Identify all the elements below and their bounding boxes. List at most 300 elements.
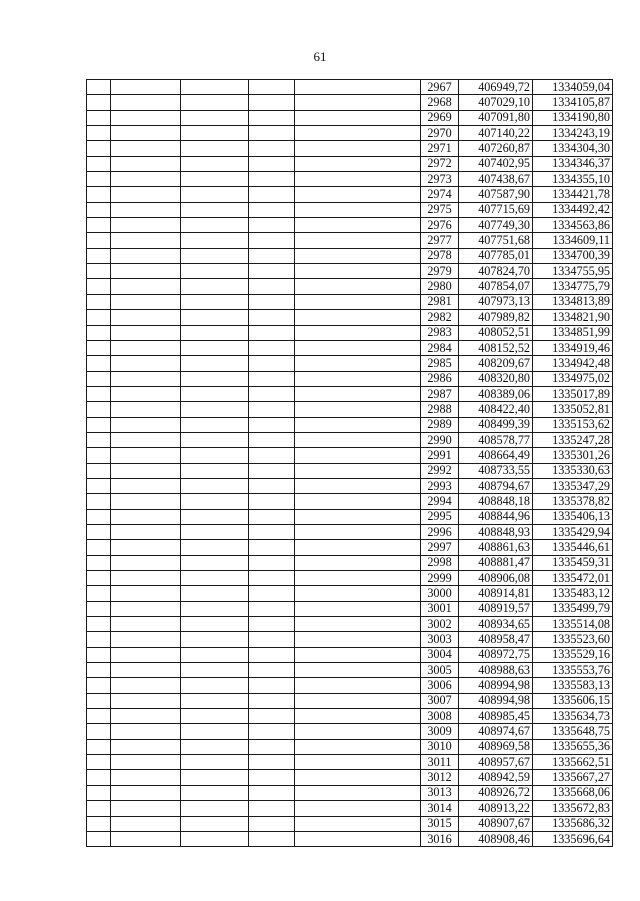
- y-coordinate-cell: 1335655,36: [533, 739, 613, 754]
- x-coordinate-cell: 406949,72: [459, 80, 533, 95]
- empty-cell: [181, 141, 249, 156]
- empty-cell: [249, 356, 295, 371]
- x-coordinate-cell: 408985,45: [459, 709, 533, 724]
- empty-cell: [87, 755, 111, 770]
- empty-cell: [295, 494, 421, 509]
- table-row: [87, 647, 613, 662]
- x-coordinate-cell: 407260,87: [459, 141, 533, 156]
- table-body: [87, 80, 613, 847]
- y-coordinate-cell: 1335459,31: [533, 555, 613, 570]
- y-coordinate-cell: 1334059,04: [533, 80, 613, 95]
- empty-cell: [87, 571, 111, 586]
- empty-cell: [295, 601, 421, 616]
- empty-cell: [111, 402, 181, 417]
- empty-cell: [249, 647, 295, 662]
- empty-cell: [295, 632, 421, 647]
- empty-cell: [249, 402, 295, 417]
- coordinates-table: [86, 79, 613, 847]
- empty-cell: [181, 156, 249, 171]
- empty-cell: [111, 371, 181, 386]
- point-number-cell: 3016: [421, 831, 459, 846]
- empty-cell: [295, 647, 421, 662]
- empty-cell: [181, 555, 249, 570]
- empty-cell: [249, 540, 295, 555]
- empty-cell: [249, 801, 295, 816]
- empty-cell: [87, 110, 111, 125]
- empty-cell: [87, 816, 111, 831]
- point-number-cell: 2983: [421, 325, 459, 340]
- empty-cell: [87, 709, 111, 724]
- y-coordinate-cell: 1335330,63: [533, 463, 613, 478]
- empty-cell: [111, 709, 181, 724]
- empty-cell: [87, 739, 111, 754]
- empty-cell: [295, 80, 421, 95]
- empty-cell: [295, 310, 421, 325]
- y-coordinate-cell: 1335153,62: [533, 417, 613, 432]
- empty-cell: [181, 110, 249, 125]
- empty-cell: [111, 617, 181, 632]
- table-row: [87, 402, 613, 417]
- empty-cell: [249, 555, 295, 570]
- x-coordinate-cell: 408848,93: [459, 524, 533, 539]
- empty-cell: [181, 509, 249, 524]
- table-row: [87, 494, 613, 509]
- y-coordinate-cell: 1334243,19: [533, 126, 613, 141]
- point-number-cell: 2979: [421, 264, 459, 279]
- point-number-cell: 2980: [421, 279, 459, 294]
- empty-cell: [295, 233, 421, 248]
- empty-cell: [295, 264, 421, 279]
- x-coordinate-cell: 408320,80: [459, 371, 533, 386]
- table-row: [87, 417, 613, 432]
- empty-cell: [181, 248, 249, 263]
- empty-cell: [249, 294, 295, 309]
- empty-cell: [249, 141, 295, 156]
- empty-cell: [295, 340, 421, 355]
- empty-cell: [295, 816, 421, 831]
- empty-cell: [87, 724, 111, 739]
- table-row: [87, 739, 613, 754]
- empty-cell: [87, 463, 111, 478]
- x-coordinate-cell: 408499,39: [459, 417, 533, 432]
- table-row: [87, 448, 613, 463]
- point-number-cell: 2985: [421, 356, 459, 371]
- empty-cell: [111, 340, 181, 355]
- empty-cell: [111, 724, 181, 739]
- point-number-cell: 2984: [421, 340, 459, 355]
- empty-cell: [295, 770, 421, 785]
- point-number-cell: 2989: [421, 417, 459, 432]
- empty-cell: [87, 95, 111, 110]
- empty-cell: [249, 770, 295, 785]
- empty-cell: [181, 294, 249, 309]
- empty-cell: [111, 187, 181, 202]
- point-number-cell: 2968: [421, 95, 459, 110]
- empty-cell: [87, 264, 111, 279]
- x-coordinate-cell: 408926,72: [459, 785, 533, 800]
- empty-cell: [295, 218, 421, 233]
- empty-cell: [295, 371, 421, 386]
- empty-cell: [295, 95, 421, 110]
- x-coordinate-cell: 408934,65: [459, 617, 533, 632]
- empty-cell: [295, 156, 421, 171]
- empty-cell: [87, 770, 111, 785]
- x-coordinate-cell: 408994,98: [459, 678, 533, 693]
- empty-cell: [295, 126, 421, 141]
- empty-cell: [111, 248, 181, 263]
- x-coordinate-cell: 407438,67: [459, 172, 533, 187]
- empty-cell: [111, 448, 181, 463]
- empty-cell: [181, 785, 249, 800]
- empty-cell: [249, 172, 295, 187]
- empty-cell: [181, 601, 249, 616]
- empty-cell: [87, 524, 111, 539]
- empty-cell: [87, 279, 111, 294]
- x-coordinate-cell: 408908,46: [459, 831, 533, 846]
- empty-cell: [87, 586, 111, 601]
- table-row: [87, 310, 613, 325]
- empty-cell: [181, 264, 249, 279]
- empty-cell: [181, 371, 249, 386]
- empty-cell: [295, 709, 421, 724]
- empty-cell: [181, 386, 249, 401]
- point-number-cell: 2996: [421, 524, 459, 539]
- x-coordinate-cell: 408969,58: [459, 739, 533, 754]
- empty-cell: [111, 325, 181, 340]
- empty-cell: [181, 571, 249, 586]
- empty-cell: [111, 172, 181, 187]
- x-coordinate-cell: 408974,67: [459, 724, 533, 739]
- empty-cell: [87, 233, 111, 248]
- x-coordinate-cell: 407751,68: [459, 233, 533, 248]
- empty-cell: [249, 632, 295, 647]
- y-coordinate-cell: 1334813,89: [533, 294, 613, 309]
- empty-cell: [295, 202, 421, 217]
- point-number-cell: 3005: [421, 663, 459, 678]
- y-coordinate-cell: 1334421,78: [533, 187, 613, 202]
- x-coordinate-cell: 408957,67: [459, 755, 533, 770]
- empty-cell: [295, 463, 421, 478]
- empty-cell: [249, 126, 295, 141]
- empty-cell: [111, 816, 181, 831]
- empty-cell: [181, 739, 249, 754]
- point-number-cell: 2978: [421, 248, 459, 263]
- x-coordinate-cell: 408733,55: [459, 463, 533, 478]
- empty-cell: [295, 693, 421, 708]
- x-coordinate-cell: 407824,70: [459, 264, 533, 279]
- empty-cell: [111, 264, 181, 279]
- table-row: [87, 325, 613, 340]
- empty-cell: [181, 202, 249, 217]
- empty-cell: [249, 95, 295, 110]
- empty-cell: [295, 448, 421, 463]
- y-coordinate-cell: 1334851,99: [533, 325, 613, 340]
- empty-cell: [249, 724, 295, 739]
- y-coordinate-cell: 1334190,80: [533, 110, 613, 125]
- table-row: [87, 724, 613, 739]
- y-coordinate-cell: 1334755,95: [533, 264, 613, 279]
- empty-cell: [181, 233, 249, 248]
- empty-cell: [249, 586, 295, 601]
- empty-cell: [249, 785, 295, 800]
- y-coordinate-cell: 1335553,76: [533, 663, 613, 678]
- empty-cell: [295, 586, 421, 601]
- y-coordinate-cell: 1335696,64: [533, 831, 613, 846]
- empty-cell: [87, 386, 111, 401]
- table-row: [87, 371, 613, 386]
- empty-cell: [87, 601, 111, 616]
- empty-cell: [111, 478, 181, 493]
- y-coordinate-cell: 1334942,48: [533, 356, 613, 371]
- x-coordinate-cell: 408914,81: [459, 586, 533, 601]
- empty-cell: [87, 647, 111, 662]
- point-number-cell: 2998: [421, 555, 459, 570]
- table-row: [87, 678, 613, 693]
- empty-cell: [181, 325, 249, 340]
- x-coordinate-cell: 408906,08: [459, 571, 533, 586]
- y-coordinate-cell: 1335017,89: [533, 386, 613, 401]
- empty-cell: [181, 402, 249, 417]
- empty-cell: [87, 448, 111, 463]
- point-number-cell: 3010: [421, 739, 459, 754]
- empty-cell: [249, 755, 295, 770]
- table-row: [87, 509, 613, 524]
- empty-cell: [111, 80, 181, 95]
- empty-cell: [87, 663, 111, 678]
- empty-cell: [181, 279, 249, 294]
- empty-cell: [249, 478, 295, 493]
- empty-cell: [181, 755, 249, 770]
- y-coordinate-cell: 1335378,82: [533, 494, 613, 509]
- point-number-cell: 3007: [421, 693, 459, 708]
- x-coordinate-cell: 407402,95: [459, 156, 533, 171]
- point-number-cell: 2974: [421, 187, 459, 202]
- empty-cell: [181, 693, 249, 708]
- empty-cell: [181, 801, 249, 816]
- y-coordinate-cell: 1334821,90: [533, 310, 613, 325]
- empty-cell: [181, 463, 249, 478]
- y-coordinate-cell: 1335247,28: [533, 432, 613, 447]
- empty-cell: [181, 724, 249, 739]
- point-number-cell: 2987: [421, 386, 459, 401]
- x-coordinate-cell: 408422,40: [459, 402, 533, 417]
- x-coordinate-cell: 408052,51: [459, 325, 533, 340]
- point-number-cell: 3006: [421, 678, 459, 693]
- point-number-cell: 2982: [421, 310, 459, 325]
- point-number-cell: 3008: [421, 709, 459, 724]
- empty-cell: [87, 785, 111, 800]
- point-number-cell: 2981: [421, 294, 459, 309]
- table-row: [87, 294, 613, 309]
- empty-cell: [87, 80, 111, 95]
- empty-cell: [87, 371, 111, 386]
- empty-cell: [111, 831, 181, 846]
- point-number-cell: 3011: [421, 755, 459, 770]
- empty-cell: [181, 187, 249, 202]
- empty-cell: [249, 417, 295, 432]
- empty-cell: [295, 509, 421, 524]
- empty-cell: [249, 831, 295, 846]
- empty-cell: [111, 417, 181, 432]
- x-coordinate-cell: 408794,67: [459, 478, 533, 493]
- empty-cell: [249, 524, 295, 539]
- x-coordinate-cell: 408994,98: [459, 693, 533, 708]
- empty-cell: [111, 233, 181, 248]
- empty-cell: [249, 432, 295, 447]
- empty-cell: [295, 187, 421, 202]
- y-coordinate-cell: 1335052,81: [533, 402, 613, 417]
- table-row: [87, 540, 613, 555]
- empty-cell: [87, 172, 111, 187]
- y-coordinate-cell: 1335648,75: [533, 724, 613, 739]
- empty-cell: [111, 693, 181, 708]
- x-coordinate-cell: 407749,30: [459, 218, 533, 233]
- empty-cell: [111, 647, 181, 662]
- point-number-cell: 2992: [421, 463, 459, 478]
- empty-cell: [249, 340, 295, 355]
- x-coordinate-cell: 407785,01: [459, 248, 533, 263]
- empty-cell: [249, 709, 295, 724]
- empty-cell: [295, 248, 421, 263]
- x-coordinate-cell: 408907,67: [459, 816, 533, 831]
- empty-cell: [249, 663, 295, 678]
- empty-cell: [249, 448, 295, 463]
- empty-cell: [87, 340, 111, 355]
- empty-cell: [295, 141, 421, 156]
- empty-cell: [181, 709, 249, 724]
- table-row: [87, 233, 613, 248]
- empty-cell: [111, 141, 181, 156]
- x-coordinate-cell: 407140,22: [459, 126, 533, 141]
- table-row: [87, 663, 613, 678]
- y-coordinate-cell: 1335668,06: [533, 785, 613, 800]
- y-coordinate-cell: 1334492,42: [533, 202, 613, 217]
- empty-cell: [295, 524, 421, 539]
- empty-cell: [87, 248, 111, 263]
- empty-cell: [87, 218, 111, 233]
- x-coordinate-cell: 407854,07: [459, 279, 533, 294]
- empty-cell: [181, 432, 249, 447]
- empty-cell: [181, 831, 249, 846]
- y-coordinate-cell: 1334975,02: [533, 371, 613, 386]
- x-coordinate-cell: 408848,18: [459, 494, 533, 509]
- empty-cell: [87, 509, 111, 524]
- empty-cell: [111, 801, 181, 816]
- point-number-cell: 2991: [421, 448, 459, 463]
- empty-cell: [111, 678, 181, 693]
- x-coordinate-cell: 407091,80: [459, 110, 533, 125]
- empty-cell: [111, 785, 181, 800]
- y-coordinate-cell: 1335523,60: [533, 632, 613, 647]
- empty-cell: [111, 494, 181, 509]
- empty-cell: [249, 601, 295, 616]
- table-row: [87, 463, 613, 478]
- y-coordinate-cell: 1334304,30: [533, 141, 613, 156]
- empty-cell: [87, 494, 111, 509]
- empty-cell: [249, 310, 295, 325]
- table-row: [87, 156, 613, 171]
- y-coordinate-cell: 1335514,08: [533, 617, 613, 632]
- empty-cell: [249, 739, 295, 754]
- empty-cell: [111, 663, 181, 678]
- empty-cell: [181, 816, 249, 831]
- empty-cell: [87, 632, 111, 647]
- table-row: [87, 172, 613, 187]
- empty-cell: [87, 617, 111, 632]
- table-row: [87, 617, 613, 632]
- empty-cell: [249, 371, 295, 386]
- point-number-cell: 3003: [421, 632, 459, 647]
- empty-cell: [295, 617, 421, 632]
- empty-cell: [295, 831, 421, 846]
- empty-cell: [295, 279, 421, 294]
- x-coordinate-cell: 407715,69: [459, 202, 533, 217]
- empty-cell: [295, 325, 421, 340]
- empty-cell: [249, 693, 295, 708]
- x-coordinate-cell: 408972,75: [459, 647, 533, 662]
- empty-cell: [87, 294, 111, 309]
- x-coordinate-cell: 408913,22: [459, 801, 533, 816]
- x-coordinate-cell: 408881,47: [459, 555, 533, 570]
- y-coordinate-cell: 1334355,10: [533, 172, 613, 187]
- empty-cell: [249, 678, 295, 693]
- table-row: [87, 80, 613, 95]
- point-number-cell: 2971: [421, 141, 459, 156]
- empty-cell: [111, 432, 181, 447]
- table-row: [87, 248, 613, 263]
- empty-cell: [249, 187, 295, 202]
- empty-cell: [111, 524, 181, 539]
- table-row: [87, 478, 613, 493]
- table-row: [87, 693, 613, 708]
- x-coordinate-cell: 408942,59: [459, 770, 533, 785]
- empty-cell: [111, 218, 181, 233]
- empty-cell: [249, 110, 295, 125]
- empty-cell: [181, 647, 249, 662]
- x-coordinate-cell: 408578,77: [459, 432, 533, 447]
- empty-cell: [111, 601, 181, 616]
- table-row: [87, 202, 613, 217]
- empty-cell: [111, 755, 181, 770]
- empty-cell: [111, 739, 181, 754]
- x-coordinate-cell: 408988,63: [459, 663, 533, 678]
- empty-cell: [111, 356, 181, 371]
- empty-cell: [181, 478, 249, 493]
- empty-cell: [111, 294, 181, 309]
- empty-cell: [111, 95, 181, 110]
- point-number-cell: 2997: [421, 540, 459, 555]
- empty-cell: [111, 386, 181, 401]
- empty-cell: [111, 156, 181, 171]
- point-number-cell: 2976: [421, 218, 459, 233]
- empty-cell: [111, 202, 181, 217]
- point-number-cell: 2993: [421, 478, 459, 493]
- empty-cell: [87, 141, 111, 156]
- empty-cell: [87, 156, 111, 171]
- y-coordinate-cell: 1334609,11: [533, 233, 613, 248]
- empty-cell: [87, 187, 111, 202]
- point-number-cell: 2990: [421, 432, 459, 447]
- empty-cell: [111, 586, 181, 601]
- y-coordinate-cell: 1335672,83: [533, 801, 613, 816]
- y-coordinate-cell: 1335472,01: [533, 571, 613, 586]
- empty-cell: [87, 325, 111, 340]
- y-coordinate-cell: 1335499,79: [533, 601, 613, 616]
- point-number-cell: 2967: [421, 80, 459, 95]
- x-coordinate-cell: 407587,90: [459, 187, 533, 202]
- empty-cell: [295, 555, 421, 570]
- empty-cell: [111, 126, 181, 141]
